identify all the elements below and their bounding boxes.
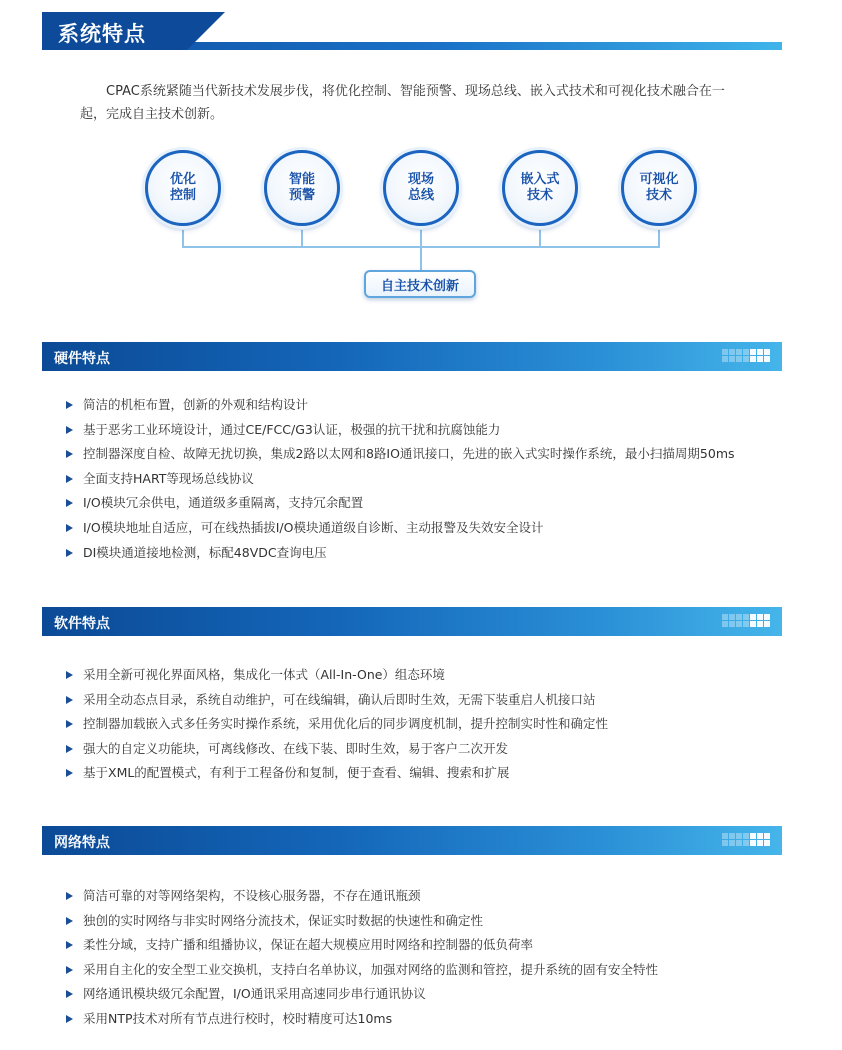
bullet-triangle-icon — [66, 671, 73, 679]
circle-smart-warning — [264, 150, 340, 226]
section-header-hardware — [42, 342, 782, 371]
page-title: 系统特点 — [58, 22, 146, 46]
bullet-triangle-icon — [66, 401, 73, 409]
list-item-text: 采用全动态点目录，系统自动维护，可在线编辑，确认后即时生效，无需下装重启人机接口站 — [83, 691, 596, 707]
circle-visualization-tech — [621, 150, 697, 226]
section-header-label: 软件特点 — [54, 616, 110, 632]
circle-label-line2: 控制 — [169, 188, 196, 203]
list-item-text: 全面支持HART等现场总线协议 — [83, 470, 254, 486]
connector-vertical — [658, 230, 660, 248]
list-item-text: 基于XML的配置模式，有利于工程备份和复制，便于查看、编辑、搜索和扩展 — [83, 765, 510, 781]
list-item — [66, 1007, 776, 1032]
list-item — [66, 663, 776, 688]
list-item — [66, 982, 776, 1007]
circle-embedded-tech — [502, 150, 578, 226]
list-item-text: I/O模块地址自适应，可在线热插拔I/O模块通道级自诊断、主动报警及失效安全设计 — [83, 519, 544, 535]
connector-vertical — [301, 230, 303, 248]
section-title-banner — [42, 12, 782, 50]
list-item-text: 简洁可靠的对等网络架构，不设核心服务器，不存在通讯瓶颈 — [83, 888, 421, 903]
bullet-triangle-icon — [66, 720, 73, 728]
title-tab-slope — [187, 12, 225, 50]
circle-label-line1: 智能 — [288, 172, 315, 187]
list-item — [66, 884, 776, 909]
circle-label-line1: 现场 — [407, 172, 434, 187]
bullet-triangle-icon — [66, 499, 73, 507]
decorative-dots-icon — [722, 349, 770, 362]
list-item — [66, 737, 776, 762]
circle-optimized-control — [145, 150, 221, 226]
circle-label-line2: 预警 — [288, 188, 315, 203]
list-item — [66, 541, 776, 566]
bullet-triangle-icon — [66, 745, 73, 753]
bullet-triangle-icon — [66, 696, 73, 704]
bullet-triangle-icon — [66, 941, 73, 949]
section-header-label: 网络特点 — [54, 835, 110, 851]
bullet-triangle-icon — [66, 990, 73, 998]
connector-vertical — [420, 230, 422, 270]
circle-fieldbus — [383, 150, 459, 226]
list-item — [66, 467, 776, 492]
section-header-label: 硬件特点 — [54, 351, 110, 367]
list-item — [66, 442, 776, 467]
list-item-text: 采用NTP技术对所有节点进行校时，校时精度可达10ms — [83, 1010, 393, 1026]
circle-label-line1: 嵌入式 — [520, 172, 560, 187]
list-item — [66, 761, 776, 786]
list-item — [66, 491, 776, 516]
list-item-text: DI模块通道接地检测，标配48VDC查询电压 — [83, 544, 327, 560]
list-item-text: 强大的自定义功能块，可离线修改、在线下装、即时生效，易于客户二次开发 — [83, 740, 509, 756]
list-item-text: 简洁的机柜布置，创新的外观和结构设计 — [83, 397, 309, 412]
bullet-triangle-icon — [66, 524, 73, 532]
bullet-triangle-icon — [66, 892, 73, 900]
hardware-feature-list — [66, 393, 776, 565]
bullet-triangle-icon — [66, 917, 73, 925]
list-item-text: 控制器深度自检、故障无扰切换，集成2路以太网和8路IO通讯接口，先进的嵌入式实时操作系统，最小扫描周期50ms — [83, 446, 735, 462]
circle-label-line1: 优化 — [169, 172, 196, 187]
bullet-triangle-icon — [66, 549, 73, 557]
circle-label-line2: 技术 — [645, 188, 672, 203]
list-item-text: 采用全新可视化界面风格，集成化一体式（All-In-One）组态环境 — [83, 667, 445, 682]
network-feature-list — [66, 884, 776, 1032]
bullet-triangle-icon — [66, 475, 73, 483]
list-item — [66, 418, 776, 443]
list-item — [66, 688, 776, 713]
list-item-text: 基于恶劣工业环境设计，通过CE/FCC/G3认证，极强的抗干扰和抗腐蚀能力 — [83, 421, 501, 437]
list-item-text: 控制器加载嵌入式多任务实时操作系统，采用优化后的同步调度机制，提升控制实时性和确定性 — [83, 716, 609, 732]
list-item — [66, 933, 776, 958]
decorative-dots-icon — [722, 833, 770, 846]
list-item — [66, 393, 776, 418]
list-item-text: 柔性分域，支持广播和组播协议，保证在超大规模应用时网络和控制器的低负荷率 — [83, 937, 534, 953]
circle-label-line1: 可视化 — [639, 172, 679, 187]
list-item — [66, 958, 776, 983]
list-item-text: 独创的实时网络与非实时网络分流技术，保证实时数据的快速性和确定性 — [83, 912, 484, 928]
list-item — [66, 909, 776, 934]
connector-vertical — [182, 230, 184, 248]
list-item-text: I/O模块冗余供电，通道级多重隔离，支持冗余配置 — [83, 495, 364, 511]
bullet-triangle-icon — [66, 1015, 73, 1023]
decorative-dots-icon — [722, 614, 770, 627]
software-feature-list — [66, 663, 776, 786]
section-header-software — [42, 607, 782, 636]
circle-label-line2: 总线 — [407, 188, 434, 203]
bullet-triangle-icon — [66, 426, 73, 434]
circle-label-line2: 技术 — [526, 188, 553, 203]
list-item-text: 采用自主化的安全型工业交换机，支持白名单协议，加强对网络的监测和管控，提升系统的固有安全特性 — [83, 961, 659, 977]
technology-diagram — [0, 150, 842, 310]
core-innovation-box: 自主技术创新 — [364, 270, 476, 298]
section-header-network — [42, 826, 782, 855]
list-item — [66, 516, 776, 541]
bullet-triangle-icon — [66, 966, 73, 974]
list-item-text: 网络通讯模块级冗余配置，I/O通讯采用高速同步串行通讯协议 — [83, 986, 426, 1002]
bullet-triangle-icon — [66, 769, 73, 777]
bullet-triangle-icon — [66, 450, 73, 458]
intro-paragraph: CPAC系统紧随当代新技术发展步伐，将优化控制、智能预警、现场总线、嵌入式技术和可视化技术融合在一起，完成自主技术创新。 — [80, 84, 725, 122]
connector-vertical — [539, 230, 541, 248]
list-item — [66, 712, 776, 737]
